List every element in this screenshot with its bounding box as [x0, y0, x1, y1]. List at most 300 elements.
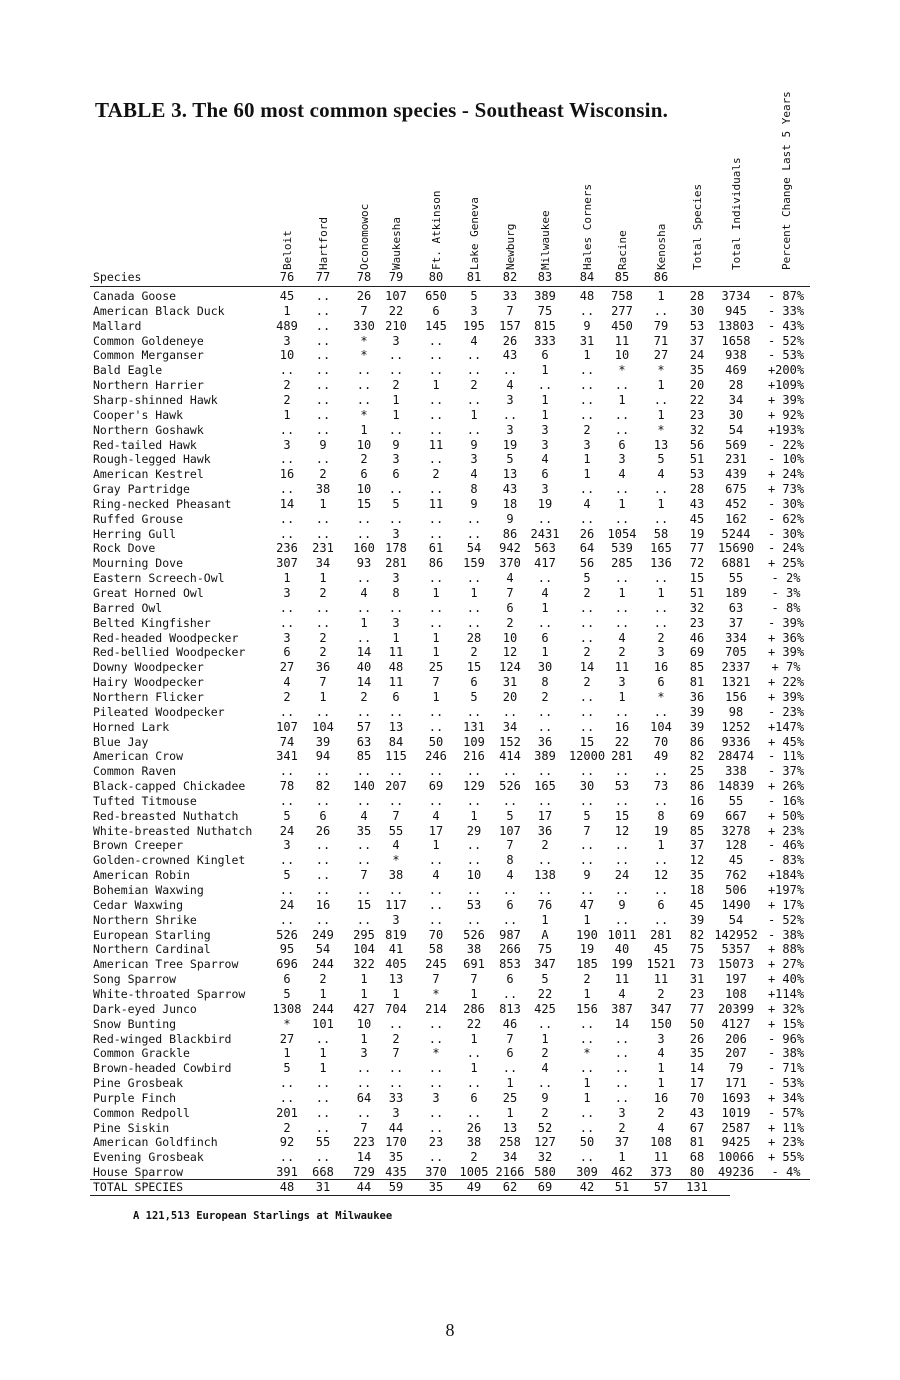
table-cell: 189 — [725, 586, 747, 600]
table-cell: 1 — [618, 689, 626, 704]
table-cell: .. — [537, 1016, 553, 1031]
column-header-label: Hales Corners — [581, 183, 594, 270]
table-cell: 2 — [618, 645, 626, 660]
table-cell: 2 — [283, 1120, 291, 1135]
table-cell: 57 — [653, 1180, 669, 1194]
table-row — [0, 423, 900, 438]
table-cell: 24 — [614, 868, 630, 883]
table-cell: .. — [279, 1076, 295, 1091]
table-cell: 8 — [541, 675, 549, 690]
table-cell: 43 — [689, 1105, 705, 1120]
table-cell: .. — [356, 704, 372, 719]
table-cell: 22 — [388, 303, 404, 318]
table-cell: 8 — [657, 808, 665, 823]
table-cell: 23 — [689, 615, 705, 630]
table-cell: .. — [356, 1061, 372, 1076]
table-cell: 1 — [657, 586, 665, 600]
table-cell: .. — [579, 303, 595, 318]
table-cell: 2 — [541, 1105, 549, 1120]
table-cell: 6 — [657, 897, 665, 912]
table-cell: 2 — [657, 630, 665, 645]
table-cell: 19 — [537, 496, 553, 511]
table-cell: .. — [579, 392, 595, 407]
table-cell: 1 — [583, 348, 591, 363]
table-row — [0, 408, 900, 423]
table-cell: .. — [579, 764, 595, 779]
table-cell: 295 — [353, 927, 375, 942]
column-header — [356, 160, 372, 270]
table-cell: .. — [315, 452, 331, 467]
table-cell: 7 — [319, 675, 327, 690]
table-cell: 72 — [689, 556, 705, 571]
table-cell: 140 — [353, 779, 375, 794]
table-cell: .. — [279, 793, 295, 808]
table-cell: 165 — [534, 779, 556, 794]
species-name: Northern Flicker — [93, 689, 204, 704]
table-cell: .. — [356, 526, 372, 541]
table-cell: + 15% — [767, 1016, 805, 1031]
species-name: American Tree Sparrow — [93, 957, 239, 972]
table-cell: 1 — [360, 615, 368, 630]
table-cell: 171 — [725, 1076, 747, 1091]
table-cell: 51 — [689, 452, 705, 467]
table-cell: 1005 — [459, 1165, 489, 1180]
table-cell: 54 — [315, 942, 331, 957]
table-cell: 34 — [728, 392, 744, 407]
table-cell: 216 — [463, 749, 485, 764]
species-name: Mallard — [93, 318, 142, 333]
species-name: Song Sparrow — [93, 972, 177, 987]
table-cell: 75 — [537, 942, 553, 957]
table-cell: .. — [579, 853, 595, 868]
table-cell: 108 — [650, 1135, 672, 1150]
table-cell: * — [657, 363, 665, 378]
table-cell: .. — [502, 912, 518, 927]
table-cell: .. — [279, 511, 295, 526]
species-name: Rock Dove — [93, 541, 156, 556]
species-name: Rough-legged Hawk — [93, 452, 211, 467]
table-cell: 333 — [534, 333, 556, 348]
table-cell: - 43% — [767, 318, 805, 333]
table-cell: 84 — [388, 734, 404, 749]
table-cell: 170 — [385, 1135, 407, 1150]
table-cell: .. — [614, 378, 630, 393]
table-cell: .. — [279, 912, 295, 927]
table-row — [0, 497, 900, 512]
table-cell: .. — [614, 407, 630, 422]
table-cell: .. — [428, 571, 444, 586]
table-cell: 30 — [689, 303, 705, 318]
table-cell: 28 — [728, 378, 744, 393]
column-header — [689, 160, 705, 270]
table-cell: 35 — [689, 868, 705, 883]
table-cell: 31 — [689, 972, 705, 987]
table-cell: 36 — [537, 823, 553, 838]
table-row — [0, 749, 900, 764]
table-cell: - 83% — [767, 853, 805, 868]
table-row — [0, 972, 900, 987]
table-cell: 101 — [312, 1016, 334, 1031]
species-name: Red-headed Woodpecker — [93, 630, 239, 645]
table-cell: 2 — [319, 630, 327, 645]
table-cell: 853 — [499, 957, 521, 972]
table-cell: 124 — [499, 660, 521, 675]
table-cell: 23 — [428, 1135, 444, 1150]
table-cell: 50 — [689, 1016, 705, 1031]
column-header-label: Percent Change Last 5 Years — [780, 91, 793, 270]
table-cell: 51 — [614, 1180, 630, 1194]
table-cell: .. — [428, 482, 444, 497]
table-cell: 1 — [392, 407, 400, 422]
table-cell: 49 — [653, 749, 669, 764]
table-cell: .. — [315, 407, 331, 422]
species-name: Ruffed Grouse — [93, 511, 184, 526]
table-cell: .. — [579, 630, 595, 645]
table-cell: .. — [579, 1061, 595, 1076]
table-cell: 1 — [583, 1090, 591, 1105]
table-cell: 7 — [432, 972, 440, 987]
species-name: Cooper's Hawk — [93, 407, 184, 422]
table-cell: .. — [388, 600, 404, 615]
table-cell: 43 — [689, 496, 705, 511]
table-cell: 9 — [541, 1090, 549, 1105]
table-row — [0, 1076, 900, 1091]
table-cell: .. — [579, 511, 595, 526]
table-cell: - 37% — [767, 764, 805, 779]
table-cell: 53 — [689, 318, 705, 333]
table-cell: 439 — [725, 467, 747, 482]
table-cell: 1 — [432, 645, 440, 660]
table-cell: 6 — [360, 467, 368, 482]
table-cell: .. — [537, 883, 553, 897]
table-cell: 41 — [388, 942, 404, 957]
table-cell: 199 — [611, 957, 633, 972]
table-cell: 1 — [319, 689, 327, 704]
table-cell: 2 — [541, 1046, 549, 1061]
table-cell: 9 — [583, 318, 591, 333]
table-cell: 39 — [689, 912, 705, 927]
table-cell: + 40% — [767, 972, 805, 987]
table-cell: .. — [315, 511, 331, 526]
table-cell: 414 — [499, 749, 521, 764]
table-cell: .. — [428, 348, 444, 363]
table-cell: .. — [614, 853, 630, 868]
table-cell: 1 — [583, 912, 591, 927]
table-cell: 6881 — [721, 556, 751, 571]
table-cell: 115 — [385, 749, 407, 764]
table-cell: 156 — [725, 689, 747, 704]
column-code: 85 — [614, 270, 630, 284]
table-cell: 3 — [283, 437, 291, 452]
table-cell: 23 — [689, 407, 705, 422]
table-cell: 48 — [388, 660, 404, 675]
table-cell: 64 — [579, 541, 595, 556]
table-cell: 15 — [579, 734, 595, 749]
table-cell: 281 — [650, 927, 672, 942]
column-header-label: Ft. Atkinson — [430, 190, 443, 270]
table-cell: 1 — [583, 1076, 591, 1091]
table-cell: 104 — [353, 942, 375, 957]
table-cell: 26 — [689, 1031, 705, 1046]
table-cell: 1 — [657, 496, 665, 511]
table-cell: 20 — [689, 378, 705, 393]
table-cell: * — [360, 333, 368, 348]
table-cell: - 24% — [767, 541, 805, 556]
table-cell: 1011 — [607, 927, 637, 942]
table-cell: 28 — [689, 482, 705, 497]
table-cell: .. — [537, 511, 553, 526]
table-cell: - 96% — [767, 1031, 805, 1046]
table-cell: .. — [428, 1120, 444, 1135]
table-cell: 4 — [657, 1120, 665, 1135]
table-cell: .. — [466, 793, 482, 808]
species-name: Pileated Woodpecker — [93, 704, 225, 719]
table-cell: .. — [466, 1105, 482, 1120]
column-code: 83 — [537, 270, 553, 284]
species-name: Evening Grosbeak — [93, 1150, 204, 1165]
table-cell: 15 — [356, 496, 372, 511]
table-row — [0, 348, 900, 363]
table-cell: * — [432, 986, 440, 1001]
table-cell: 14 — [579, 660, 595, 675]
table-row — [0, 690, 900, 705]
table-cell: 25 — [428, 660, 444, 675]
table-cell: 391 — [276, 1165, 298, 1180]
table-cell: 77 — [689, 1001, 705, 1016]
table-cell: 30 — [728, 407, 744, 422]
table-cell: 207 — [385, 779, 407, 794]
species-name: Black-capped Chickadee — [93, 779, 246, 794]
table-cell: 1 — [319, 986, 327, 1001]
table-cell: 104 — [650, 719, 672, 734]
table-cell: 14 — [356, 645, 372, 660]
table-cell: +114% — [767, 986, 805, 1001]
table-cell: 86 — [428, 556, 444, 571]
table-cell: 5 — [283, 1061, 291, 1076]
table-cell: + 36% — [767, 630, 805, 645]
table-cell: 3 — [470, 452, 478, 467]
table-cell: .. — [315, 704, 331, 719]
table-cell: 70 — [653, 734, 669, 749]
table-row — [0, 809, 900, 824]
table-cell: 2 — [283, 392, 291, 407]
table-cell: 54 — [728, 912, 744, 927]
table-cell: .. — [388, 1076, 404, 1091]
table-cell: * — [657, 422, 665, 437]
table-cell: 67 — [689, 1120, 705, 1135]
table-cell: 330 — [353, 318, 375, 333]
table-cell: 37 — [689, 333, 705, 348]
column-header-label: Hartford — [317, 217, 330, 270]
header-row — [0, 270, 900, 285]
table-cell: 762 — [725, 868, 747, 883]
table-cell: 78 — [279, 779, 295, 794]
table-cell: .. — [315, 764, 331, 779]
table-cell: .. — [279, 764, 295, 779]
table-cell: * — [657, 689, 665, 704]
table-cell: 4 — [392, 838, 400, 853]
table-cell: .. — [315, 793, 331, 808]
table-cell: 6 — [432, 303, 440, 318]
table-cell: 3 — [506, 422, 514, 437]
table-cell: .. — [388, 511, 404, 526]
table-cell: .. — [279, 482, 295, 497]
table-cell: 387 — [611, 1001, 633, 1016]
table-cell: 86 — [502, 526, 518, 541]
table-row — [0, 586, 900, 601]
table-cell: 1 — [360, 972, 368, 987]
table-cell: 3 — [392, 526, 400, 541]
table-cell: 44 — [388, 1120, 404, 1135]
species-name: American Kestrel — [93, 467, 204, 482]
table-cell: 9425 — [721, 1135, 751, 1150]
table-cell: 150 — [650, 1016, 672, 1031]
table-cell: 32 — [689, 600, 705, 615]
column-header-label: Milwaukee — [539, 210, 552, 270]
table-cell: .. — [466, 853, 482, 868]
table-cell: 63 — [728, 600, 744, 615]
species-name: Golden-crowned Kinglet — [93, 853, 246, 868]
table-cell: 2 — [618, 1120, 626, 1135]
column-code: 82 — [502, 270, 518, 284]
table-cell: 2 — [470, 378, 478, 393]
table-cell: 1 — [470, 1031, 478, 1046]
table-cell: .. — [428, 704, 444, 719]
table-cell: 5 — [283, 986, 291, 1001]
table-cell: 6 — [541, 348, 549, 363]
table-rule — [90, 286, 810, 287]
table-cell: 51 — [689, 586, 705, 600]
table-cell: .. — [315, 289, 331, 303]
table-cell: - 16% — [767, 793, 805, 808]
table-cell: 131 — [686, 1180, 708, 1194]
table-cell: .. — [653, 511, 669, 526]
table-cell: 1 — [541, 392, 549, 407]
table-cell: 370 — [425, 1165, 447, 1180]
table-cell: 8 — [470, 482, 478, 497]
table-cell: +184% — [767, 868, 805, 883]
table-cell: 64 — [356, 1090, 372, 1105]
table-cell: 20399 — [717, 1001, 755, 1016]
table-cell: A — [541, 927, 549, 942]
table-cell: .. — [579, 378, 595, 393]
column-code: 78 — [356, 270, 372, 284]
table-row — [0, 1121, 900, 1136]
table-cell: .. — [653, 793, 669, 808]
table-cell: .. — [315, 363, 331, 378]
table-cell: 9 — [470, 496, 478, 511]
table-cell: .. — [502, 1061, 518, 1076]
table-cell: 201 — [276, 1105, 298, 1120]
table-cell: 2587 — [721, 1120, 751, 1135]
table-cell: 245 — [425, 957, 447, 972]
table-cell: 22 — [689, 392, 705, 407]
table-cell: - 62% — [767, 511, 805, 526]
table-cell: 6 — [392, 689, 400, 704]
table-cell: 3 — [583, 437, 591, 452]
table-cell: 142952 — [714, 927, 758, 942]
table-cell: 45 — [689, 511, 705, 526]
table-cell: 159 — [463, 556, 485, 571]
table-cell: 35 — [428, 1180, 444, 1194]
table-cell: - 11% — [767, 749, 805, 764]
table-cell: 2 — [283, 378, 291, 393]
table-cell: 506 — [725, 883, 747, 897]
table-row — [0, 541, 900, 556]
table-cell: 2 — [319, 645, 327, 660]
column-header — [388, 160, 404, 270]
table-cell: 4 — [360, 586, 368, 600]
table-cell: 14839 — [717, 779, 755, 794]
table-row — [0, 913, 900, 928]
table-cell: 1 — [319, 1046, 327, 1061]
table-cell: 26 — [502, 333, 518, 348]
table-cell: 16 — [689, 793, 705, 808]
table-cell: .. — [315, 838, 331, 853]
table-cell: 26 — [579, 526, 595, 541]
table-cell: .. — [315, 422, 331, 437]
table-cell: .. — [315, 1031, 331, 1046]
table-cell: .. — [502, 704, 518, 719]
table-cell: 1 — [657, 289, 665, 303]
table-cell: 104 — [312, 719, 334, 734]
table-cell: 3278 — [721, 823, 751, 838]
table-cell: 1490 — [721, 897, 751, 912]
table-cell: .. — [428, 333, 444, 348]
table-cell: 68 — [689, 1150, 705, 1165]
table-row — [0, 942, 900, 957]
column-header — [653, 160, 669, 270]
table-row — [0, 556, 900, 571]
table-row — [0, 393, 900, 408]
table-cell: 6 — [392, 467, 400, 482]
table-cell: 22 — [537, 986, 553, 1001]
table-cell: + 25% — [767, 556, 805, 571]
table-cell: 19 — [502, 437, 518, 452]
species-name: Brown-headed Cowbird — [93, 1061, 232, 1076]
table-cell: 31 — [315, 1180, 331, 1194]
table-cell: .. — [356, 571, 372, 586]
table-cell: 13 — [502, 1120, 518, 1135]
table-cell: 815 — [534, 318, 556, 333]
species-name: Northern Shrike — [93, 912, 197, 927]
table-cell: .. — [428, 1061, 444, 1076]
column-header — [614, 160, 630, 270]
table-cell: 162 — [725, 511, 747, 526]
species-name: Red-breasted Nuthatch — [93, 808, 239, 823]
table-cell: 98 — [728, 704, 744, 719]
table-cell: .. — [614, 615, 630, 630]
table-cell: 1 — [432, 586, 440, 600]
table-row — [0, 838, 900, 853]
table-cell: 1 — [583, 986, 591, 1001]
table-cell: .. — [579, 1120, 595, 1135]
table-cell: .. — [653, 764, 669, 779]
table-cell: 10066 — [717, 1150, 755, 1165]
species-name: Common Grackle — [93, 1046, 190, 1061]
table-cell: 38 — [388, 868, 404, 883]
table-cell: 945 — [725, 303, 747, 318]
table-row — [0, 1135, 900, 1150]
table-cell: 3 — [392, 333, 400, 348]
table-cell: .. — [579, 482, 595, 497]
table-cell: .. — [537, 1076, 553, 1091]
table-cell: 107 — [276, 719, 298, 734]
table-cell: + 7% — [771, 660, 801, 675]
table-cell: 3 — [392, 571, 400, 586]
table-cell: .. — [579, 689, 595, 704]
table-cell: 33 — [502, 289, 518, 303]
